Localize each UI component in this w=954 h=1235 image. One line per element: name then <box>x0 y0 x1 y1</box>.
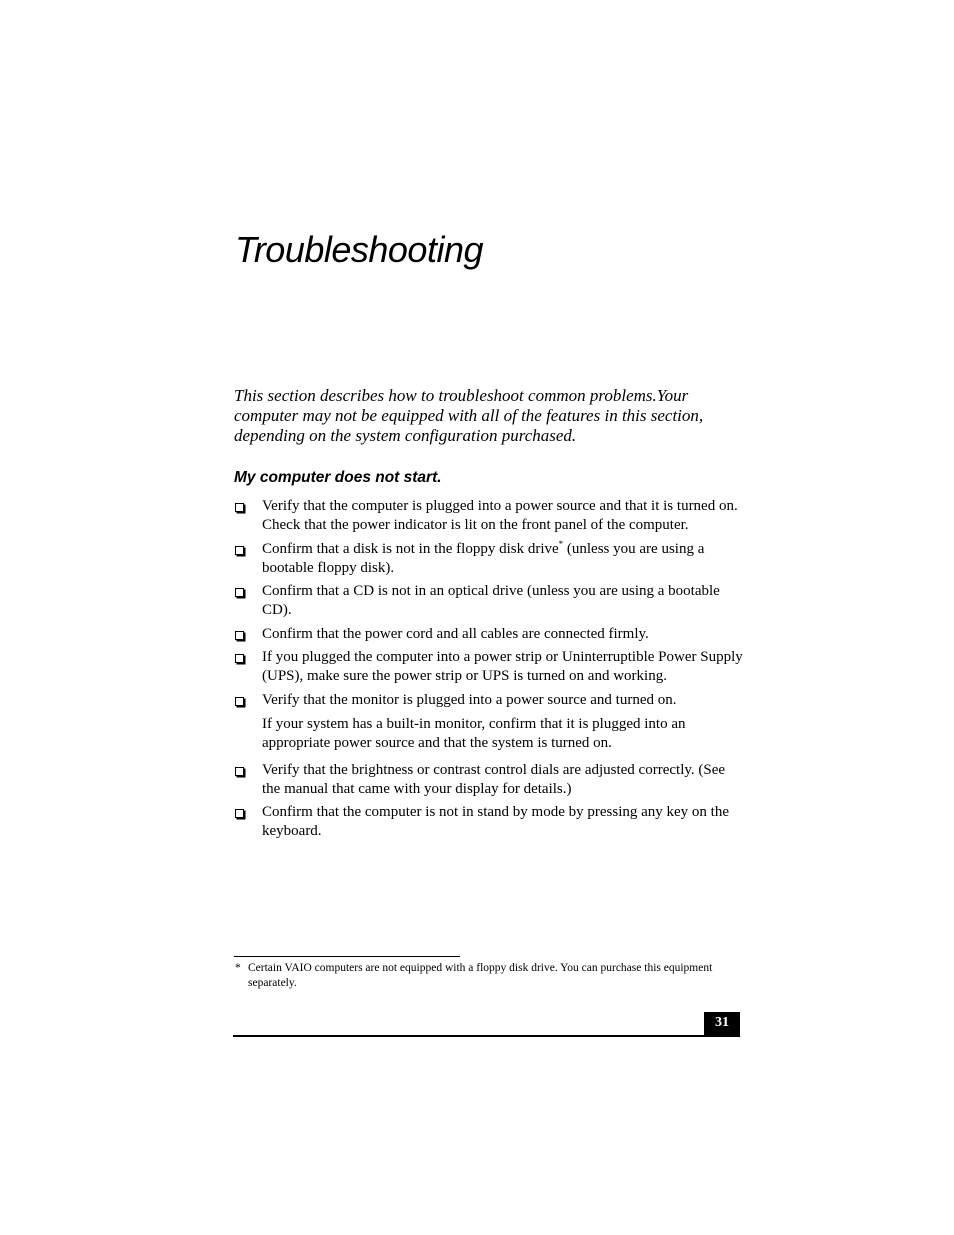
footnote-reference[interactable]: * <box>558 538 564 549</box>
list-item <box>234 648 744 686</box>
list-item-text: Confirm that the power cord and all cables are connected firmly. <box>262 625 649 642</box>
list-item <box>234 803 744 841</box>
footnote <box>234 961 728 991</box>
page-title: Troubleshooting <box>235 229 483 270</box>
list-item-text: Verify that the monitor is plugged into a power source and turned on. <box>262 691 677 708</box>
intro-paragraph: This section describes how to troubleshoot common problems.Your computer may not be equipped with all of the features in this section, depending on the system configuration purchased. <box>234 386 704 445</box>
checkbox-bullet-icon <box>235 631 244 640</box>
list-item-note: If your system has a built-in monitor, confirm that it is plugged into an appropriate power source and that the system is turned on. <box>262 715 686 751</box>
list-item-text: Confirm that the computer is not in stand by mode by pressing any key on the keyboard. <box>262 804 730 839</box>
checkbox-bullet-icon <box>235 697 244 706</box>
footer-divider <box>233 1035 740 1037</box>
checkbox-bullet-icon <box>235 767 244 776</box>
list-item-text: Verify that the brightness or contrast control dials are adjusted correctly. (See the manual that came with your display for details.) <box>262 761 726 797</box>
list-item <box>234 625 744 644</box>
footnote-marker: * <box>235 962 241 974</box>
page-number: 31 <box>704 1012 740 1037</box>
list-item <box>234 691 744 753</box>
checkbox-bullet-icon <box>235 503 244 512</box>
list-item <box>234 497 744 535</box>
list-item-text: Verify that the computer is plugged into a power source and that it is turned on. Check that the power indicator is lit on the front panel of the computer. <box>262 498 738 533</box>
list-item-text: Confirm that a disk is not in the floppy disk drive <box>262 540 559 557</box>
list-item-text: If you plugged the computer into a power strip or Uninterruptible Power Supply (UPS), make sure the power strip or UPS is turned on and working. <box>262 649 743 684</box>
list-item <box>234 540 744 578</box>
checkbox-bullet-icon <box>235 546 244 555</box>
list-item-text: (unless you are using a bootable floppy disk). <box>262 540 705 576</box>
checkbox-bullet-icon <box>235 588 244 597</box>
list-item-text: Confirm that a CD is not in an optical drive (unless you are using a bootable CD). <box>262 583 720 618</box>
footnote-divider <box>234 956 460 957</box>
checkbox-bullet-icon <box>235 654 244 663</box>
checkbox-bullet-icon <box>235 809 244 818</box>
checklist <box>234 497 744 846</box>
section-heading: My computer does not start. <box>234 469 442 486</box>
footnote-text: Certain VAIO computers are not equipped with a floppy disk drive. You can purchase this equipment separately. <box>248 962 713 989</box>
list-item <box>234 761 744 799</box>
list-item <box>234 582 744 620</box>
